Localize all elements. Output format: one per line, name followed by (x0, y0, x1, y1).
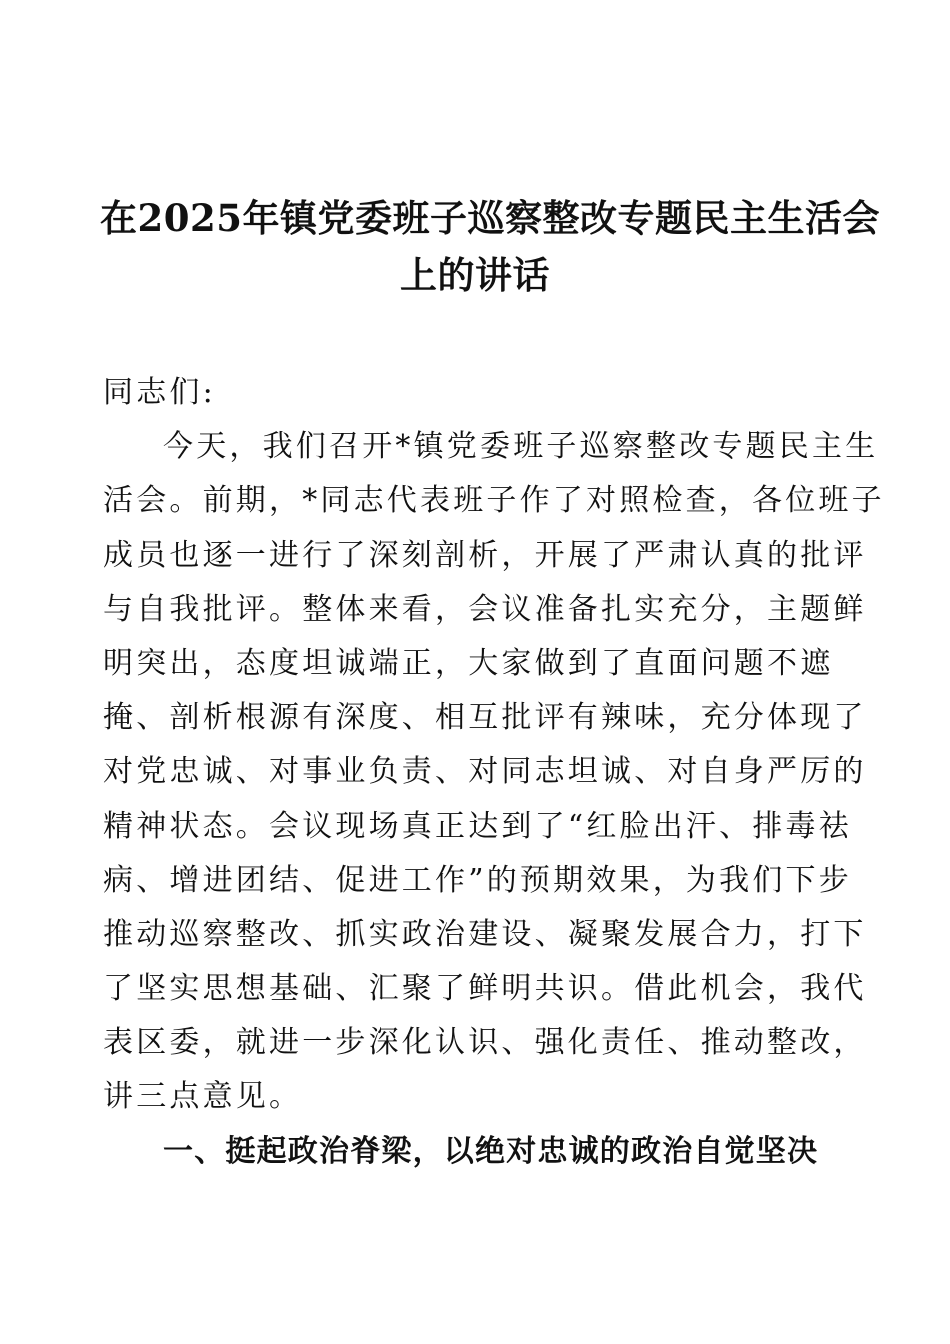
paragraph-line: 对党忠诚、对事业负责、对同志坦诚、对自身严厉的 (103, 754, 867, 790)
paragraph-line: 明突出，态度坦诚端正，大家做到了直面问题不遮 (103, 645, 834, 681)
paragraph-line: 病、增进团结、促进工作”的预期效果，为我们下步 (103, 862, 852, 898)
paragraph-line: 与自我批评。整体来看，会议准备扎实充分，主题鲜 (103, 591, 867, 627)
document-title (100, 190, 880, 304)
document-body (103, 366, 885, 1179)
paragraph-line: 推动巡察整改、抓实政治建设、凝聚发展合力，打下 (103, 916, 867, 952)
paragraph-line: 成员也逐一进行了深刻剖析，开展了严肃认真的批评 (103, 537, 867, 573)
paragraph-line: 今天，我们召开*镇党委班子巡察整改专题民主生 (163, 429, 879, 465)
salutation: 同志们: (103, 375, 216, 410)
paragraph-line: 精神状态。会议现场真正达到了“红脸出汗、排毒祛 (103, 808, 852, 844)
title-line-2: 上的讲话 (400, 253, 550, 297)
title-line-1: 在2025年镇党委班子巡察整改专题民主生活会 (100, 196, 880, 240)
paragraph-line: 了坚实思想基础、汇聚了鲜明共识。借此机会，我代 (103, 971, 867, 1007)
paragraph-line: 掩、剖析根源有深度、相互批评有辣味，充分体现了 (103, 700, 867, 736)
paragraph-line: 表区委，就进一步深化认识、强化责任、推动整改， (103, 1025, 867, 1061)
paragraph-line: 讲三点意见。 (103, 1079, 303, 1115)
section-heading: 一、挺起政治脊梁，以绝对忠诚的政治自觉坚决 (163, 1133, 819, 1169)
paragraph-line: 活会。前期，*同志代表班子作了对照检查，各位班子 (103, 483, 885, 519)
